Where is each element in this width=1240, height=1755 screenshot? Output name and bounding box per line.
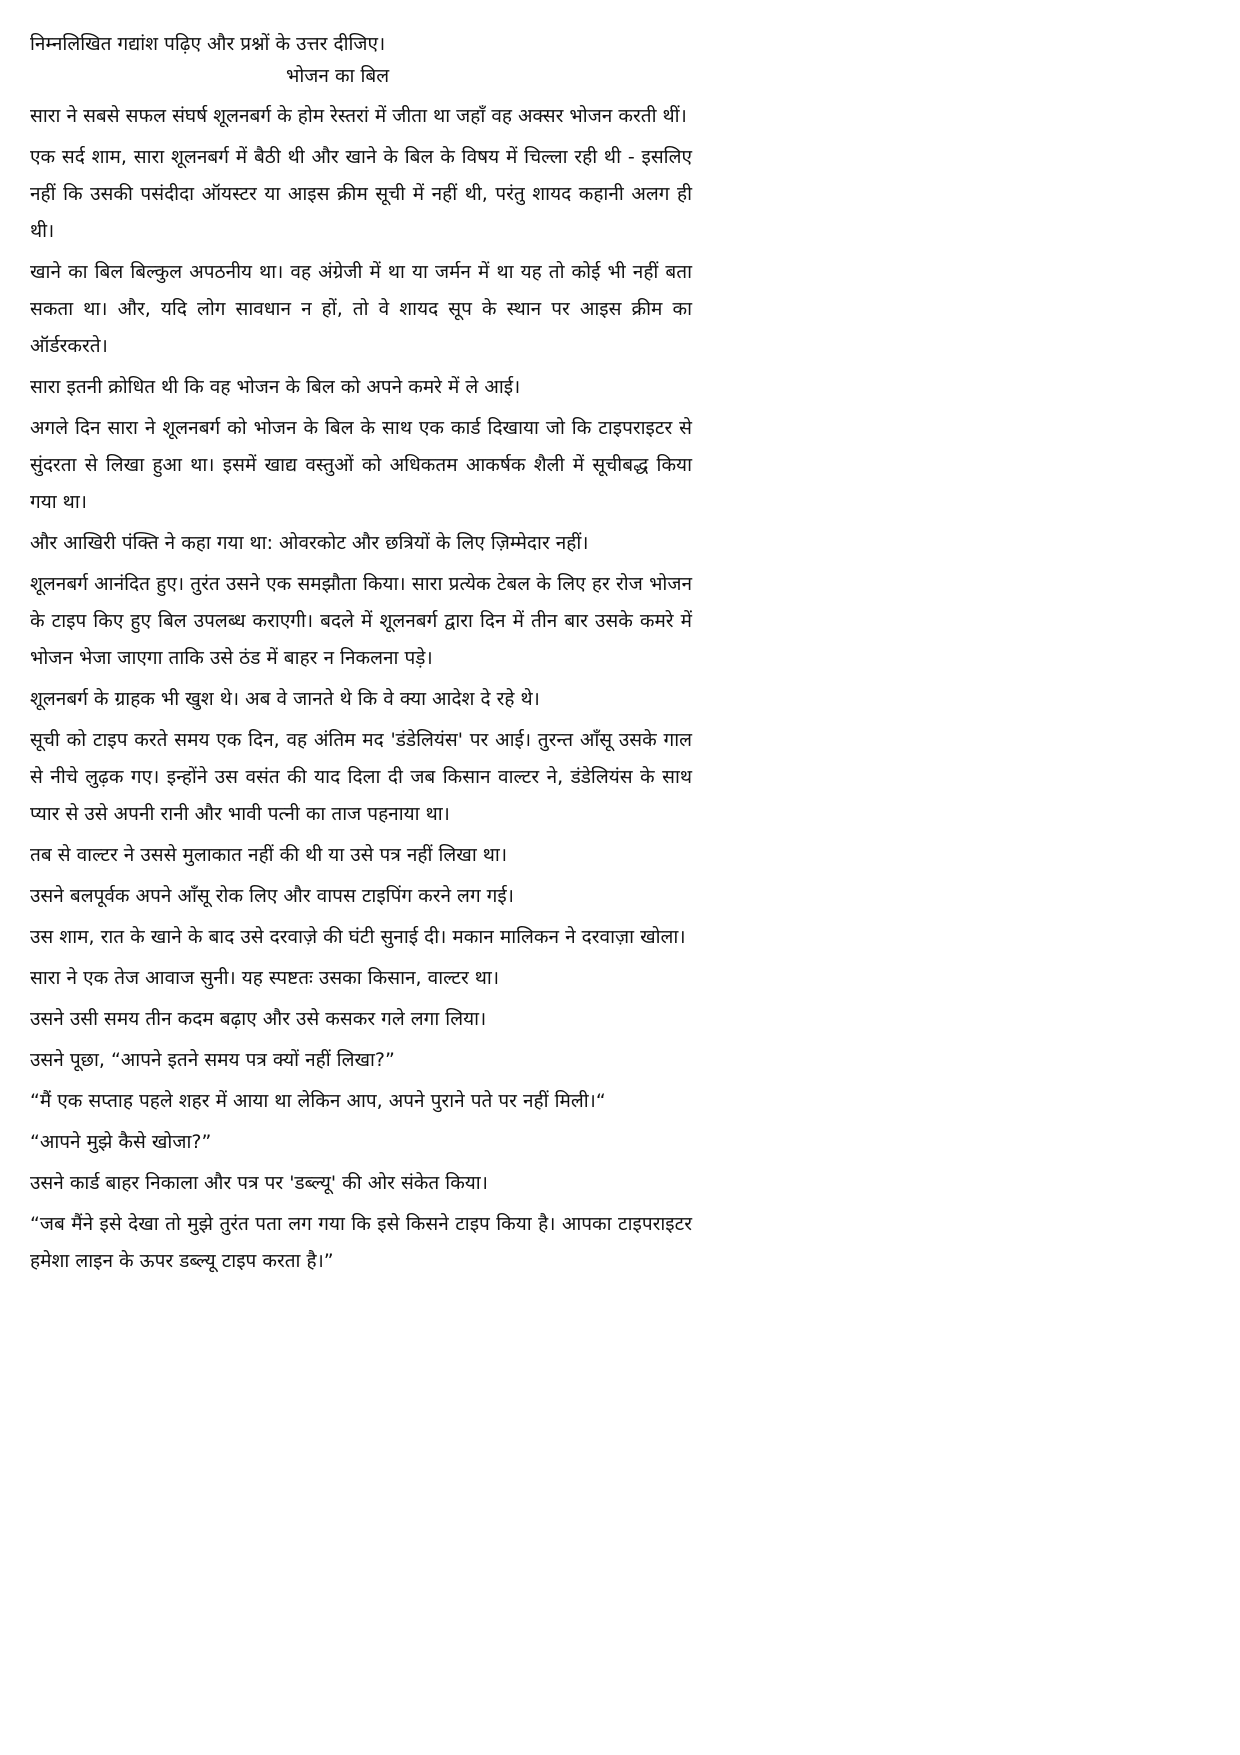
passage-paragraph: और आखिरी पंक्ति ने कहा गया था: ओवरकोट और छत्रियों के लिए ज़िम्मेदार नहीं।: [30, 532, 589, 554]
passage-paragraph: उस शाम, रात के खाने के बाद उसे दरवाज़े की घंटी सुनाई दी। मकान मालिकन ने दरवाज़ा खोला।: [30, 926, 686, 948]
passage-paragraph: अगले दिन सारा ने शूलनबर्ग को भोजन के बिल के साथ एक कार्ड दिखाया जो कि टाइपराइटर से सुंदरता से लिखा हुआ था। इसमें खाद्य वस्तुओं को अधिकतम आकर्षक शैली में सूचीबद्ध किया गया था।: [30, 417, 692, 513]
passage-paragraph: “आपने मुझे कैसे खोजा?”: [30, 1131, 212, 1153]
passage-paragraph: खाने का बिल बिल्कुल अपठनीय था। वह अंग्रेजी में था या जर्मन में था यह तो कोई भी नहीं बता सकता था। और, यदि लोग सावधान न हों, तो वे शायद सूप के स्थान पर आइस क्रीम का ऑर्डरकरते।: [30, 261, 692, 357]
passage-title: भोजन का बिल: [286, 65, 390, 87]
passage-paragraph: “मैं एक सप्ताह पहले शहर में आया था लेकिन आप, अपने पुराने पते पर नहीं मिली।“: [30, 1090, 606, 1112]
instruction-line: निम्नलिखित गद्यांश पढ़िए और प्रश्नों के उत्तर दीजिए।: [30, 33, 386, 55]
passage-paragraph: शूलनबर्ग के ग्राहक भी खुश थे। अब वे जानते थे कि वे क्या आदेश दे रहे थे।: [30, 688, 540, 710]
passage-paragraph: एक सर्द शाम, सारा शूलनबर्ग में बैठी थी और खाने के बिल के विषय में चिल्ला रही थी - इसलिए नहीं कि उसकी पसंदीदा ऑयस्टर या आइस क्रीम सूची में नहीं थी, परंतु शायद कहानी अलग ही थी।: [30, 146, 692, 242]
passage-paragraph: उसने कार्ड बाहर निकाला और पत्र पर 'डब्ल्यू' की ओर संकेत किया।: [30, 1172, 488, 1194]
passage-paragraph: उसने बलपूर्वक अपने आँसू रोक लिए और वापस टाइपिंग करने लग गई।: [30, 885, 514, 907]
passage-paragraph: सारा ने एक तेज आवाज सुनी। यह स्पष्टतः उसका किसान, वाल्टर था।: [30, 967, 500, 989]
passage-paragraph: शूलनबर्ग आनंदित हुए। तुरंत उसने एक समझौता किया। सारा प्रत्येक टेबल के लिए हर रोज भोजन के टाइप किए हुए बिल उपलब्ध कराएगी। बदले में शूलनबर्ग द्वारा दिन में तीन बार उसके कमरे में भोजन भेजा जाएगा ताकि उसे ठंड में बाहर न निकलना पड़े।: [30, 573, 692, 669]
passage-paragraph: “जब मैंने इसे देखा तो मुझे तुरंत पता लग गया कि इसे किसने टाइप किया है। आपका टाइपराइटर हमेशा लाइन के ऊपर डब्ल्यू टाइप करता है।”: [30, 1213, 692, 1272]
worksheet-page: [30, 30, 692, 1284]
passage-paragraph: उसने पूछा, “आपने इतने समय पत्र क्यों नहीं लिखा?”: [30, 1049, 395, 1071]
passage-paragraph: उसने उसी समय तीन कदम बढ़ाए और उसे कसकर गले लगा लिया।: [30, 1008, 487, 1030]
passage-paragraph: सारा इतनी क्रोधित थी कि वह भोजन के बिल को अपने कमरे में ले आई।: [30, 376, 521, 398]
passage-paragraph: तब से वाल्टर ने उससे मुलाकात नहीं की थी या उसे पत्र नहीं लिखा था।: [30, 844, 508, 866]
passage-paragraph: सूची को टाइप करते समय एक दिन, वह अंतिम मद 'डंडेलियंस' पर आई। तुरन्त आँसू उसके गाल से नीचे लुढ़क गए। इन्होंने उस वसंत की याद दिला दी जब किसान वाल्टर ने, डंडेलियंस के साथ प्यार से उसे अपनी रानी और भावी पत्नी का ताज पहनाया था।: [30, 729, 692, 825]
passage-paragraph: सारा ने सबसे सफल संघर्ष शूलनबर्ग के होम रेस्तरां में जीता था जहाँ वह अक्सर भोजन करती थीं।: [30, 105, 687, 127]
